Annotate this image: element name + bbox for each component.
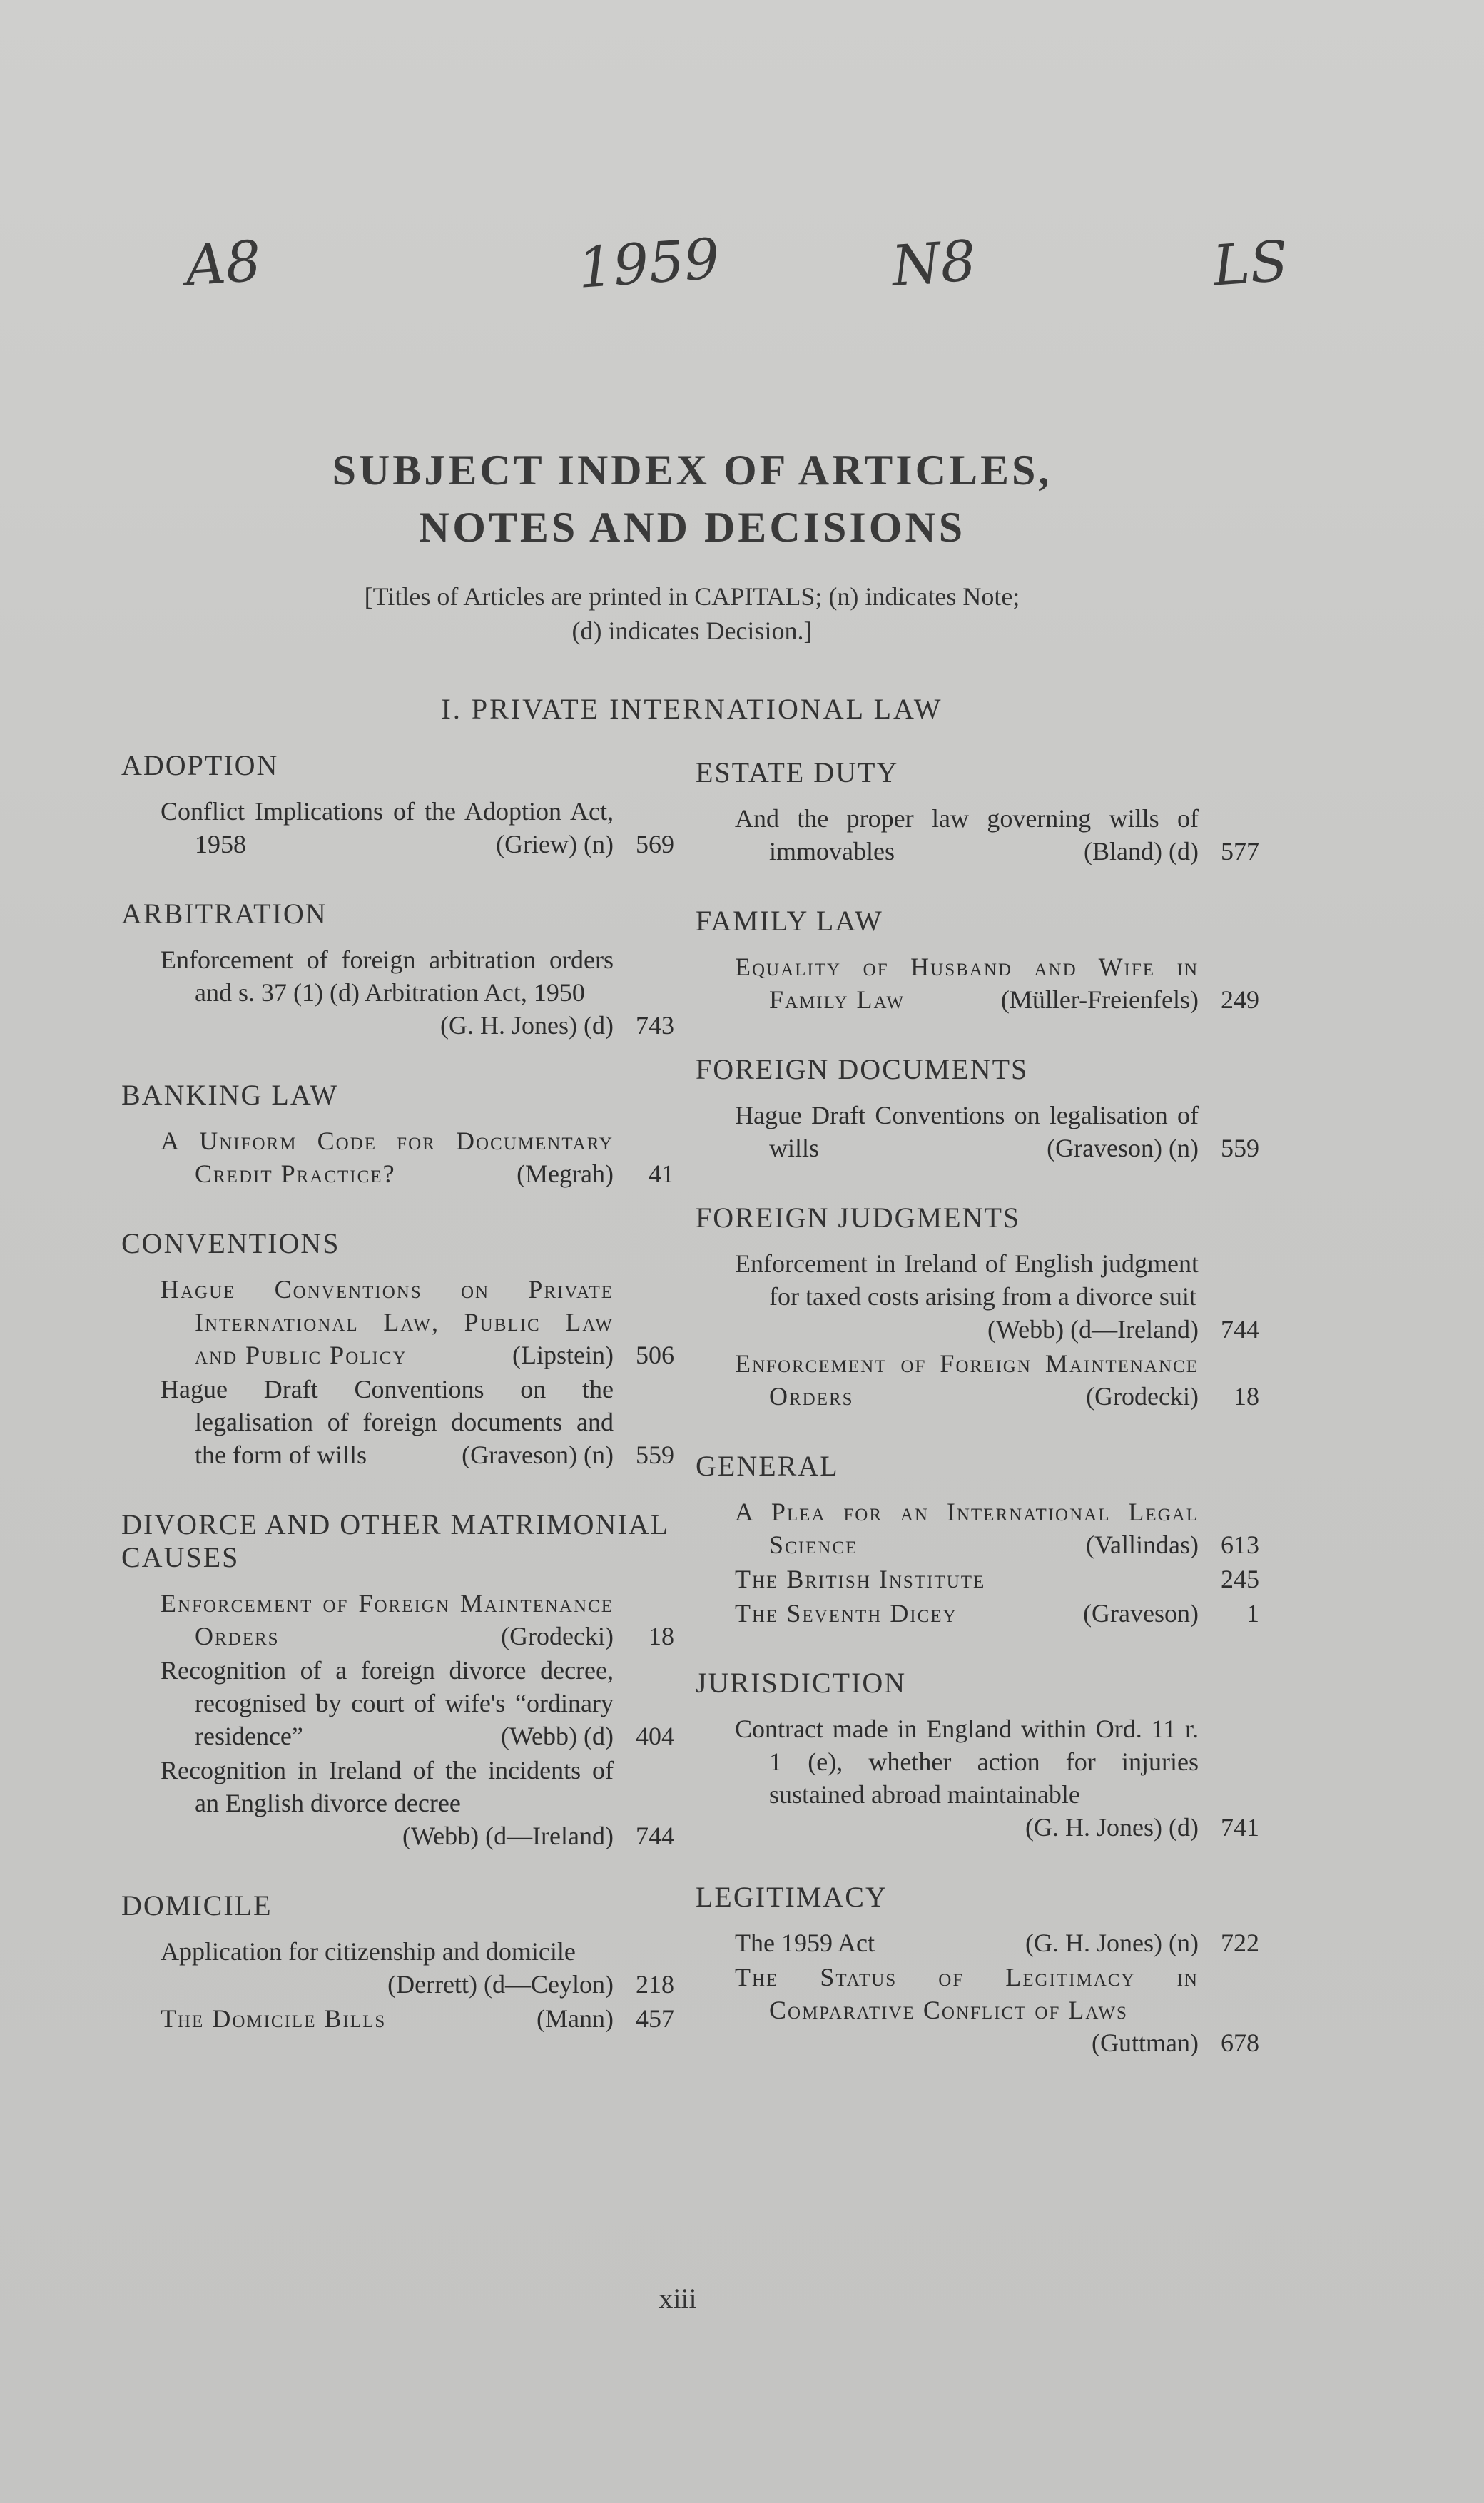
page-number: xiii: [659, 2283, 697, 2315]
entry-author: (Vallindas): [1086, 1530, 1199, 1559]
entry-text: [735, 1496, 1199, 1561]
entry-text: [161, 1654, 614, 1752]
index-entry: [121, 1124, 674, 1190]
entry-author: (Graveson) (n): [462, 1441, 614, 1469]
entry-author: (G. H. Jones) (d): [1025, 1813, 1199, 1842]
index-category: DIVORCE AND OTHER MATRIMONIAL CAUSES: [121, 1508, 669, 1573]
entry-title: The Domicile Bills: [161, 2004, 387, 2033]
entry-author: (G. H. Jones) (n): [1025, 1929, 1199, 1957]
entry-page-number: 744: [1221, 1315, 1259, 1344]
entry-title: Recognition in Ireland of the incidents of an English divorce decree: [161, 1756, 614, 1817]
entry-text: [735, 950, 1199, 1016]
entry-text: [161, 1273, 614, 1371]
entry-text: [161, 795, 614, 860]
entry-text: [735, 802, 1199, 868]
entry-title: A Uniform Code for Documentary Credit Practice?: [161, 1127, 614, 1188]
index-entry: [696, 1926, 1259, 1959]
entry-page-number: 1: [1246, 1599, 1259, 1628]
entry-title: Application for citizenship and domicile: [161, 1937, 576, 1966]
index-entry: [121, 1754, 674, 1852]
page-title-line: NOTES AND DECISIONS: [418, 504, 966, 551]
entry-text: [161, 1935, 614, 2001]
index-category: ESTATE DUTY: [696, 756, 899, 788]
entry-page-number: 741: [1221, 1813, 1259, 1842]
entry-page-number: 569: [636, 830, 674, 858]
entry-author: (Griew) (n): [496, 830, 614, 858]
entry-title: Equality of Husband and Wife in Family Law: [735, 953, 1199, 1014]
entry-author: (Lipstein): [512, 1341, 614, 1369]
entry-text: [161, 1754, 614, 1852]
entry-title: And the proper law governing wills of immovables: [735, 804, 1199, 865]
entry-text: [735, 1347, 1199, 1413]
entry-author: (Megrah): [517, 1159, 614, 1188]
entry-page-number: 613: [1221, 1530, 1259, 1559]
handwritten-mark: LS: [1210, 229, 1291, 299]
index-entry: [121, 795, 674, 860]
index-entry: [696, 1247, 1259, 1346]
entry-title: Contract made in England within Ord. 11 r. 1 (e), whether action for injuries sustained abroad maintainable: [735, 1715, 1199, 1809]
entry-title: Enforcement of Foreign Maintenance Orders: [735, 1349, 1199, 1411]
entry-text: [735, 1247, 1199, 1346]
right-column: [696, 756, 1259, 2061]
entry-title: Conflict Implications of the Adoption Act, 1958: [161, 797, 614, 858]
index-category: ADOPTION: [121, 749, 279, 781]
entry-author: (Grodecki): [501, 1622, 614, 1650]
entry-author: (Graveson): [1083, 1599, 1199, 1628]
index-entry: [696, 1563, 1259, 1595]
index-entry: [121, 2002, 674, 2035]
entry-author: (Grodecki): [1086, 1382, 1199, 1411]
index-category: CONVENTIONS: [121, 1227, 340, 1259]
entry-text: [735, 1926, 1199, 1959]
index-entry: [696, 1961, 1259, 2059]
entry-text: [161, 1124, 614, 1190]
entry-page-number: 218: [636, 1970, 674, 1999]
entry-page-number: 41: [649, 1159, 674, 1188]
handwritten-mark: A8: [183, 229, 263, 299]
entry-page-number: 249: [1221, 985, 1259, 1014]
entry-page-number: 245: [1221, 1565, 1259, 1593]
index-entry: [696, 950, 1259, 1016]
index-entry: [696, 1597, 1259, 1630]
entry-author: (Webb) (d—Ireland): [987, 1315, 1199, 1344]
entry-text: [735, 1712, 1199, 1844]
entry-author: (Guttman): [1092, 2029, 1199, 2057]
entry-page-number: 559: [636, 1441, 674, 1469]
page-title-line: SUBJECT INDEX OF ARTICLES,: [332, 447, 1052, 494]
entry-page-number: 743: [636, 1011, 674, 1040]
index-entry: [121, 1273, 674, 1371]
entry-text: [735, 1563, 1199, 1595]
entry-title: The Seventh Dicey: [735, 1599, 957, 1628]
index-category: GENERAL: [696, 1450, 839, 1482]
entry-title: The British Institute: [735, 1565, 986, 1593]
index-category: DOMICILE: [121, 1889, 273, 1921]
entry-text: [161, 1373, 614, 1471]
entry-title: Hague Conventions on Private International Law, Public Law and Public Policy: [161, 1275, 614, 1369]
entry-title: Hague Draft Conventions on legalisation of wills: [735, 1101, 1199, 1162]
index-entry: [121, 1654, 674, 1752]
entry-author: (Graveson) (n): [1047, 1134, 1199, 1162]
index-note-line: (d) indicates Decision.]: [571, 616, 813, 645]
index-entry: [696, 1712, 1259, 1844]
index-category: FOREIGN JUDGMENTS: [696, 1202, 1021, 1234]
entry-title: The 1959 Act: [735, 1929, 875, 1957]
entry-text: [735, 1961, 1199, 2059]
index-entry: [696, 1347, 1259, 1413]
entry-text: [161, 2002, 614, 2035]
entry-title: Enforcement in Ireland of English judgment for taxed costs arising from a divorce suit: [735, 1249, 1199, 1311]
entry-page-number: 559: [1221, 1134, 1259, 1162]
entry-title: Hague Draft Conventions on the legalisation of foreign documents and the form of wills: [161, 1375, 614, 1469]
entry-page-number: 744: [636, 1822, 674, 1850]
index-category: FAMILY LAW: [696, 905, 883, 937]
entry-author: (Müller-Freienfels): [1000, 985, 1199, 1014]
index-note-line: [Titles of Articles are printed in CAPITALS; (n) indicates Note;: [364, 582, 1020, 611]
entry-author: (Derrett) (d—Ceylon): [387, 1970, 614, 1999]
entry-page-number: 457: [636, 2004, 674, 2033]
entry-page-number: 506: [636, 1341, 674, 1369]
entry-author: (Bland) (d): [1084, 837, 1199, 865]
index-entry: [696, 1099, 1259, 1164]
entry-page-number: 722: [1221, 1929, 1259, 1957]
index-category: BANKING LAW: [121, 1079, 339, 1111]
entry-page-number: 18: [1234, 1382, 1259, 1411]
entry-author: (G. H. Jones) (d): [440, 1011, 614, 1040]
entry-text: [161, 943, 614, 1042]
index-entry: [121, 1935, 674, 2001]
entry-author: (Webb) (d—Ireland): [402, 1822, 614, 1850]
entry-page-number: 577: [1221, 837, 1259, 865]
index-category: LEGITIMACY: [696, 1881, 888, 1913]
index-entry: [121, 1373, 674, 1471]
entry-text: [735, 1597, 1199, 1630]
index-category: JURISDICTION: [696, 1667, 907, 1699]
handwritten-mark: N8: [890, 228, 978, 300]
entry-title: The Status of Legitimacy in Comparative Conflict of Laws: [735, 1963, 1199, 2024]
entry-author: (Webb) (d): [500, 1722, 614, 1750]
entry-page-number: 404: [636, 1722, 674, 1750]
index-category: FOREIGN DOCUMENTS: [696, 1053, 1029, 1085]
entry-text: [735, 1099, 1199, 1164]
entry-title: A Plea for an International Legal Science: [735, 1498, 1199, 1559]
index-entry: [121, 943, 674, 1042]
entry-page-number: 18: [649, 1622, 674, 1650]
index-entry: [696, 802, 1259, 868]
entry-title: Recognition of a foreign divorce decree, recognised by court of wife's “ordinary residence”: [161, 1656, 614, 1750]
entry-author: (Mann): [537, 2004, 614, 2033]
handwritten-mark: 1959: [576, 227, 722, 301]
index-entry: [121, 1587, 674, 1652]
entry-title: Enforcement of Foreign Maintenance Orders: [161, 1589, 614, 1650]
left-column: [121, 749, 674, 2036]
entry-text: [161, 1587, 614, 1652]
entry-page-number: 678: [1221, 2029, 1259, 2057]
index-entry: [696, 1496, 1259, 1561]
index-category: ARBITRATION: [121, 898, 327, 930]
section-heading: I. PRIVATE INTERNATIONAL LAW: [441, 693, 943, 725]
entry-title: Enforcement of foreign arbitration orders and s. 37 (1) (d) Arbitration Act, 1950: [161, 945, 614, 1007]
